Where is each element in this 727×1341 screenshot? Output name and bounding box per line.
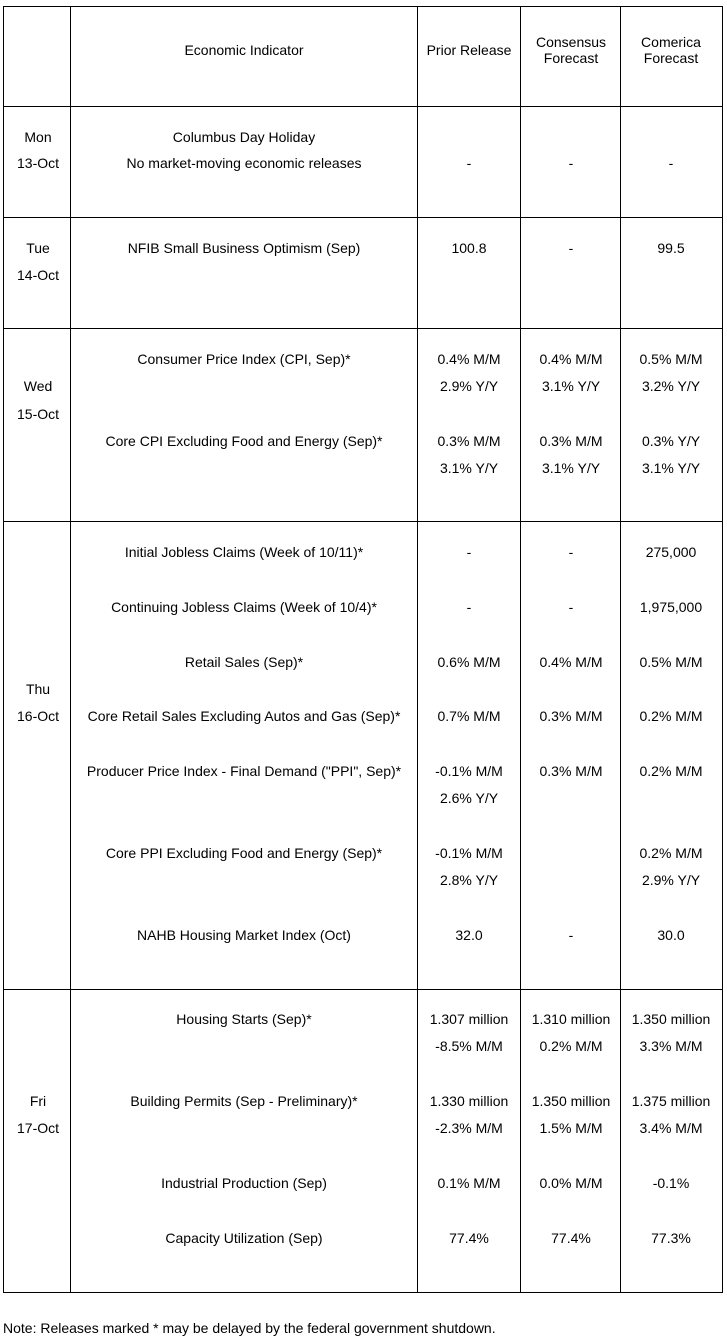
prior-release-value: 0.6% M/M — [437, 654, 501, 670]
comerica-value: 3.4% M/M — [639, 1120, 703, 1136]
table-cell — [620, 521, 723, 990]
day-label: 14-Oct — [16, 267, 60, 283]
comerica-value: 0.5% M/M — [639, 654, 703, 670]
indicator-name: Initial Jobless Claims (Week of 10/11)* — [124, 544, 364, 560]
comerica-value: 0.5% M/M — [639, 351, 703, 367]
prior-release-value: 0.3% M/M — [437, 433, 501, 449]
header-comerica: Comerica — [641, 34, 701, 50]
prior-release-value: 100.8 — [451, 240, 487, 256]
comerica-value: 3.3% M/M — [639, 1038, 703, 1054]
consensus-value: 77.4% — [551, 1230, 591, 1246]
comerica-value: -0.1% — [652, 1175, 690, 1191]
consensus-value: - — [568, 927, 574, 943]
comerica-value: 3.1% Y/Y — [641, 460, 701, 476]
header-prior-release: Prior Release — [426, 42, 512, 58]
prior-release-value: -8.5% M/M — [435, 1038, 503, 1054]
comerica-value: 99.5 — [657, 240, 685, 256]
comerica-value: 2.9% Y/Y — [641, 872, 701, 888]
table-cell — [620, 989, 723, 1293]
prior-release-value: -2.3% M/M — [435, 1120, 503, 1136]
table-cell — [70, 989, 418, 1293]
indicator-name: Housing Starts (Sep)* — [176, 1011, 312, 1027]
consensus-value: 0.3% M/M — [539, 433, 603, 449]
table-cell — [70, 217, 418, 329]
indicator-name: Columbus Day Holiday — [172, 129, 316, 145]
day-label: Mon — [24, 129, 52, 145]
prior-release-value: 2.9% Y/Y — [439, 378, 499, 394]
prior-release-value: 2.8% Y/Y — [439, 872, 499, 888]
indicator-name: Capacity Utilization (Sep) — [165, 1230, 323, 1246]
prior-release-value: 1.307 million — [429, 1011, 509, 1027]
prior-release-value: 32.0 — [455, 927, 483, 943]
consensus-value: - — [568, 599, 574, 615]
day-label: 15-Oct — [16, 406, 60, 422]
comerica-value: 0.2% M/M — [639, 763, 703, 779]
prior-release-value: 1.330 million — [429, 1093, 509, 1109]
indicator-name: Industrial Production (Sep) — [161, 1175, 327, 1191]
header-comerica: Forecast — [643, 50, 699, 66]
comerica-value: 30.0 — [657, 927, 685, 943]
table-cell — [3, 989, 71, 1293]
comerica-value: 1.350 million — [631, 1011, 711, 1027]
prior-release-value: 77.4% — [449, 1230, 489, 1246]
table-cell — [620, 217, 723, 329]
table-cell — [417, 217, 521, 329]
indicator-name: NAHB Housing Market Index (Oct) — [137, 927, 351, 943]
header-cell — [3, 6, 71, 107]
indicator-name: Core PPI Excluding Food and Energy (Sep)* — [105, 845, 383, 861]
indicator-name: Retail Sales (Sep)* — [184, 654, 304, 670]
indicator-name: Core CPI Excluding Food and Energy (Sep)* — [105, 433, 383, 449]
prior-release-value: 2.6% Y/Y — [439, 790, 499, 806]
indicator-name: Core Retail Sales Excluding Autos and Gas (Sep)* — [87, 708, 401, 724]
consensus-value: - — [568, 240, 574, 256]
prior-release-value: 0.7% M/M — [437, 708, 501, 724]
day-label: 17-Oct — [16, 1120, 60, 1136]
day-label: 13-Oct — [16, 155, 60, 171]
prior-release-value: - — [466, 544, 472, 560]
indicator-name: No market-moving economic releases — [126, 155, 362, 171]
indicator-name: Building Permits (Sep - Preliminary)* — [130, 1093, 358, 1109]
consensus-value: 3.1% Y/Y — [541, 378, 601, 394]
header-consensus: Consensus — [535, 34, 607, 50]
consensus-value: - — [568, 155, 574, 171]
consensus-value: 3.1% Y/Y — [541, 460, 601, 476]
day-label: Thu — [25, 681, 51, 697]
table-cell — [417, 521, 521, 990]
consensus-value: 0.3% M/M — [539, 708, 603, 724]
day-label: 16-Oct — [16, 708, 60, 724]
prior-release-value: - — [466, 599, 472, 615]
comerica-value: 275,000 — [645, 544, 697, 560]
comerica-value: 1.375 million — [631, 1093, 711, 1109]
consensus-value: 0.2% M/M — [539, 1038, 603, 1054]
day-label: Fri — [29, 1093, 47, 1109]
table-cell — [70, 521, 418, 990]
consensus-value: 1.310 million — [531, 1011, 611, 1027]
table-cell — [520, 521, 621, 990]
prior-release-value: 0.4% M/M — [437, 351, 501, 367]
prior-release-value: 0.1% M/M — [437, 1175, 501, 1191]
indicator-name: Consumer Price Index (CPI, Sep)* — [137, 351, 351, 367]
consensus-value: 0.4% M/M — [539, 654, 603, 670]
comerica-value: 1,975,000 — [639, 599, 703, 615]
comerica-value: 0.3% Y/Y — [641, 433, 701, 449]
day-label: Wed — [23, 378, 53, 394]
comerica-value: 0.2% M/M — [639, 845, 703, 861]
indicator-name: Continuing Jobless Claims (Week of 10/4)* — [111, 599, 377, 615]
prior-release-value: 3.1% Y/Y — [439, 460, 499, 476]
table-cell — [520, 217, 621, 329]
header-consensus: Forecast — [543, 50, 599, 66]
table-cell — [3, 328, 71, 522]
indicator-name: Producer Price Index - Final Demand ("PPI", Sep)* — [86, 763, 402, 779]
day-label: Tue — [26, 240, 50, 256]
prior-release-value: -0.1% M/M — [435, 763, 503, 779]
comerica-value: - — [668, 155, 674, 171]
consensus-value: 1.5% M/M — [539, 1120, 603, 1136]
comerica-value: 77.3% — [651, 1230, 691, 1246]
consensus-value: 0.3% M/M — [539, 763, 603, 779]
indicator-name: NFIB Small Business Optimism (Sep) — [127, 240, 361, 256]
footnote: Note: Releases marked * may be delayed by the federal government shutdown. — [3, 1320, 496, 1336]
consensus-value: 0.4% M/M — [539, 351, 603, 367]
table-cell — [417, 989, 521, 1293]
prior-release-value: - — [466, 155, 472, 171]
consensus-value: 0.0% M/M — [539, 1175, 603, 1191]
consensus-value: - — [568, 544, 574, 560]
table-cell — [520, 989, 621, 1293]
table-cell — [3, 521, 71, 990]
consensus-value: 1.350 million — [531, 1093, 611, 1109]
comerica-value: 3.2% Y/Y — [641, 378, 701, 394]
prior-release-value: -0.1% M/M — [435, 845, 503, 861]
economic-calendar-table — [3, 6, 725, 1292]
comerica-value: 0.2% M/M — [639, 708, 703, 724]
header-indicator: Economic Indicator — [184, 42, 304, 58]
